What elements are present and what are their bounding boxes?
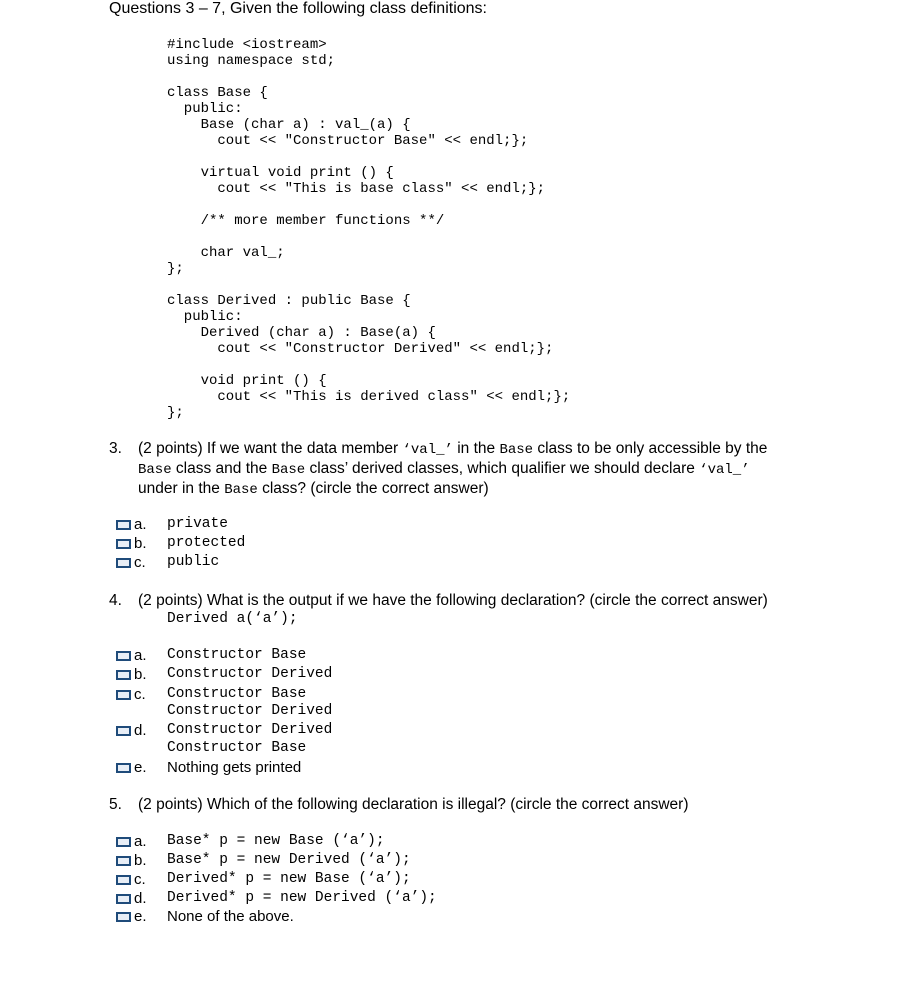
option-letter: b. [134, 666, 147, 683]
code-text: ‘val_’ [699, 462, 750, 478]
code-line: }; [167, 405, 184, 421]
checkbox[interactable] [116, 875, 131, 885]
code-line: Derived (char a) : Base(a) { [167, 325, 436, 341]
option-value: Constructor Base [167, 686, 307, 702]
question-code: Derived a(‘a’); [167, 611, 298, 627]
option-letter: a. [134, 516, 147, 533]
answer-option-a[interactable] [116, 647, 307, 666]
checkbox[interactable] [116, 726, 131, 736]
question-text-line [138, 479, 489, 500]
checkbox[interactable] [116, 837, 131, 847]
code-line: /** more member functions **/ [167, 213, 445, 229]
code-text: Base [271, 462, 306, 478]
option-value: protected [167, 535, 246, 551]
question-text: (2 points) Which of the following declaration is illegal? (circle the correct answer) [138, 796, 689, 813]
option-letter: d. [134, 722, 147, 739]
answer-option-d[interactable] [116, 722, 333, 741]
checkbox[interactable] [116, 690, 131, 700]
question-text-line [138, 439, 767, 460]
code-text: Base [138, 462, 172, 478]
answer-option-a[interactable] [116, 516, 228, 535]
code-line: class Base { [167, 85, 268, 101]
code-line: cout << "Constructor Base" << endl;}; [167, 133, 529, 149]
code-line: class Derived : public Base { [167, 293, 411, 309]
question-text: (2 points) What is the output if we have the following declaration? (circle the correct answer) [138, 592, 768, 609]
option-letter: c. [134, 871, 146, 888]
code-line: cout << "Constructor Derived" << endl;}; [167, 341, 554, 357]
question-text-line [138, 459, 750, 480]
option-letter: c. [134, 686, 146, 703]
code-line: public: [167, 309, 243, 325]
option-letter: e. [134, 908, 147, 925]
option-value: None of the above. [167, 908, 294, 925]
answer-option-c[interactable] [116, 686, 307, 705]
code-text: Base [499, 442, 534, 458]
question-number: 3. [109, 440, 122, 457]
checkbox[interactable] [116, 763, 131, 773]
section-header: Questions 3 – 7, Given the following class definitions: [109, 0, 487, 17]
question-number: 4. [109, 592, 122, 609]
option-value: Constructor Derived [167, 722, 333, 738]
checkbox[interactable] [116, 651, 131, 661]
option-value: Constructor Base [167, 647, 307, 663]
code-line: void print () { [167, 373, 327, 389]
answer-option-b[interactable] [116, 852, 411, 871]
option-letter: a. [134, 833, 147, 850]
option-value: Base* p = new Base (‘a’); [167, 833, 385, 849]
option-value: Nothing gets printed [167, 759, 302, 776]
answer-option-c[interactable] [116, 554, 220, 573]
checkbox[interactable] [116, 894, 131, 904]
answer-option-d[interactable] [116, 890, 437, 909]
text: class to be only accessible by the [533, 440, 768, 457]
text: in the [452, 440, 500, 457]
answer-option-c[interactable] [116, 871, 411, 890]
text: class and the [171, 460, 272, 477]
option-letter: b. [134, 535, 147, 552]
checkbox[interactable] [116, 856, 131, 866]
option-letter: c. [134, 554, 146, 571]
option-letter: e. [134, 759, 147, 776]
text: (2 points) If we want the data member [138, 440, 403, 457]
code-text: Base [224, 482, 258, 498]
question-number: 5. [109, 796, 122, 813]
code-line: }; [167, 261, 184, 277]
text: class? (circle the correct answer) [257, 480, 489, 497]
answer-option-e[interactable] [116, 908, 294, 927]
code-line: cout << "This is base class" << endl;}; [167, 181, 546, 197]
code-line: public: [167, 101, 243, 117]
answer-option-b[interactable] [116, 535, 246, 554]
option-letter: d. [134, 890, 147, 907]
checkbox[interactable] [116, 539, 131, 549]
option-value: Base* p = new Derived (‘a’); [167, 852, 411, 868]
option-letter: a. [134, 647, 147, 664]
option-letter: b. [134, 852, 147, 869]
checkbox[interactable] [116, 912, 131, 922]
code-line: Base (char a) : val_(a) { [167, 117, 411, 133]
option-value: Constructor Derived [167, 666, 333, 682]
code-line: virtual void print () { [167, 165, 394, 181]
option-value: public [167, 554, 220, 570]
text: class’ derived classes, which qualifier we should declare [305, 460, 700, 477]
code-line: cout << "This is derived class" << endl;}; [167, 389, 571, 405]
checkbox[interactable] [116, 558, 131, 568]
checkbox[interactable] [116, 670, 131, 680]
code-line: using namespace std; [167, 53, 336, 69]
answer-option-e[interactable] [116, 759, 302, 778]
answer-option-b[interactable] [116, 666, 333, 685]
code-line: char val_; [167, 245, 285, 261]
option-value: private [167, 516, 228, 532]
option-value-line-2: Constructor Base [167, 740, 307, 756]
code-text: ‘val_’ [402, 442, 453, 458]
option-value: Derived* p = new Base (‘a’); [167, 871, 411, 887]
option-value-line-2: Constructor Derived [167, 703, 333, 719]
text: under in the [138, 480, 225, 497]
code-line: #include <iostream> [167, 37, 327, 53]
checkbox[interactable] [116, 520, 131, 530]
answer-option-a[interactable] [116, 833, 385, 852]
option-value: Derived* p = new Derived (‘a’); [167, 890, 437, 906]
